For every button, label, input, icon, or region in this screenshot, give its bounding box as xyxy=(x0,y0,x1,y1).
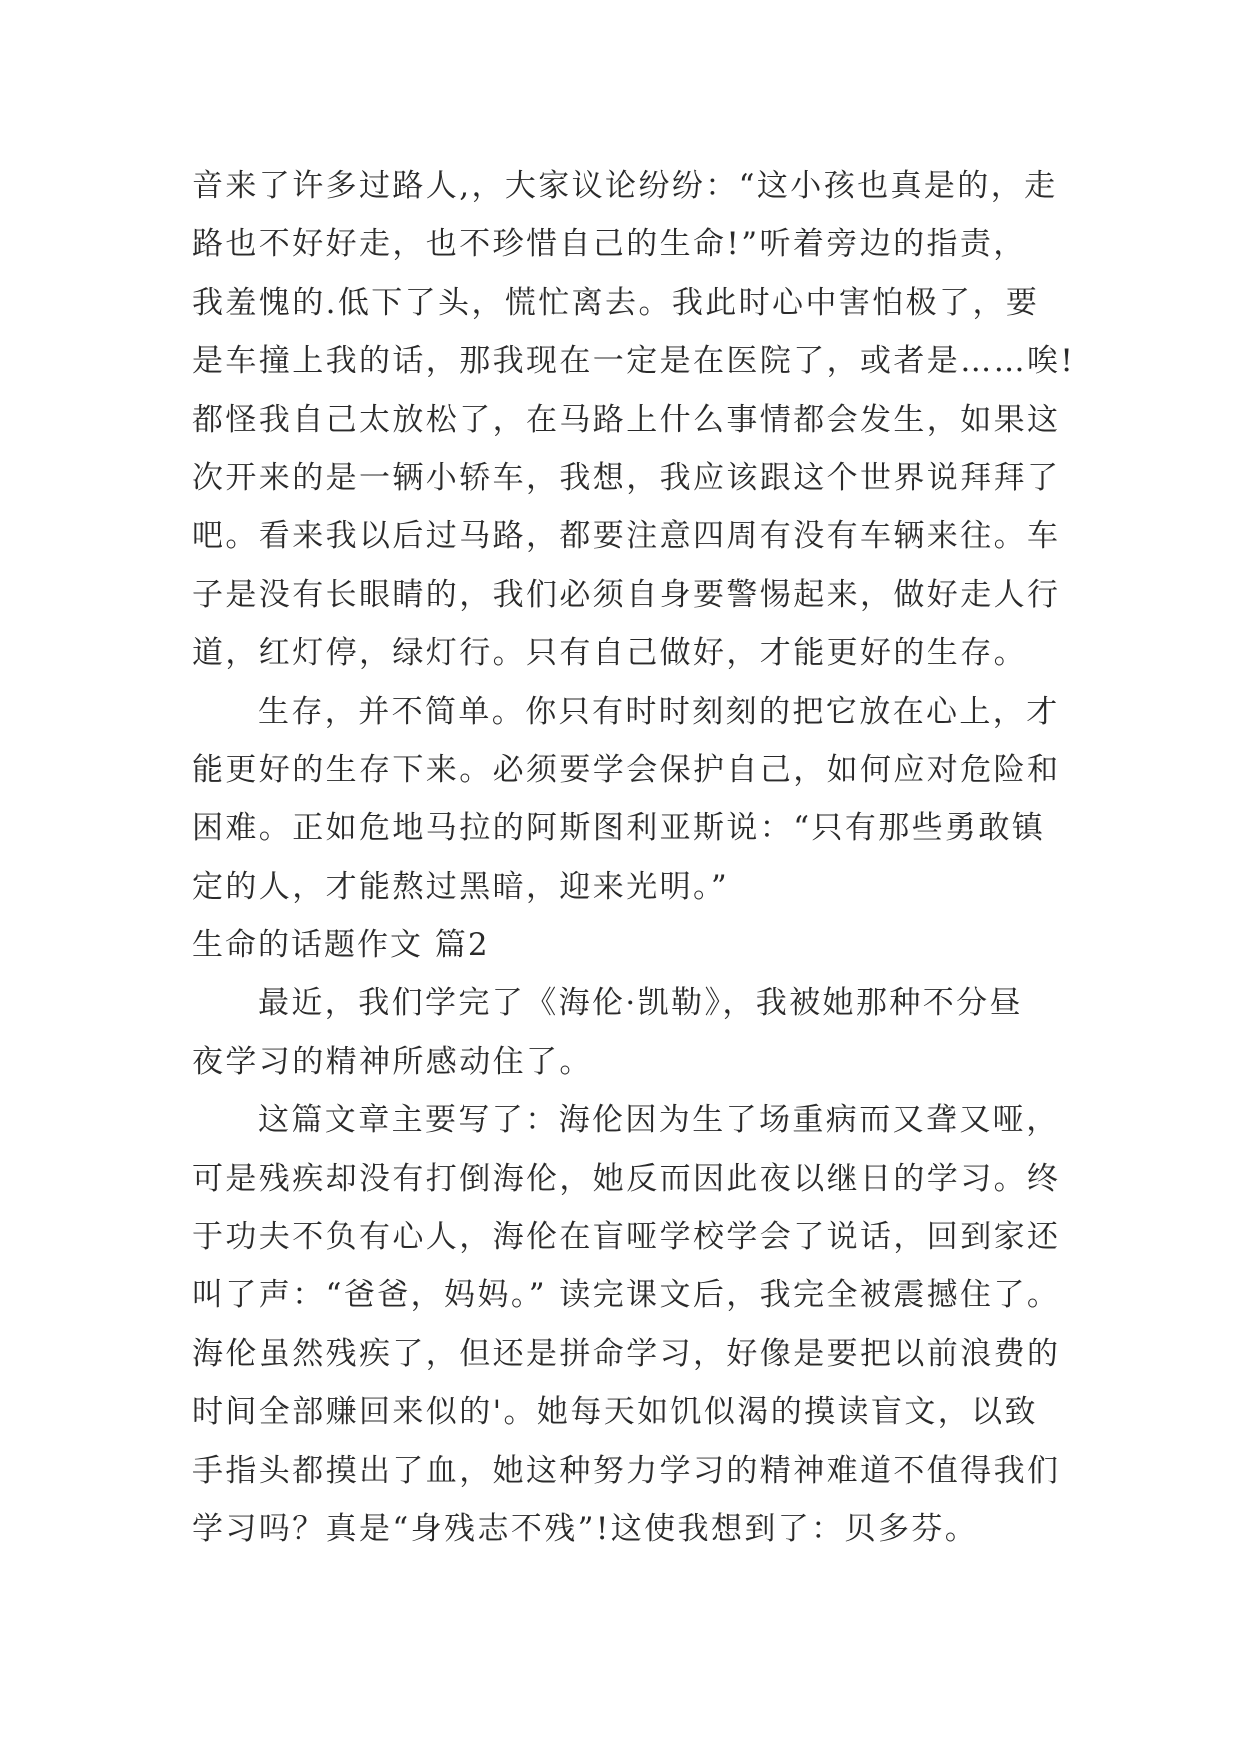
text-line: 困难。正如危地马拉的阿斯图利亚斯说：“只有那些勇敢镇 xyxy=(192,810,1046,847)
text-line: 手指头都摸出了血，她这种努力学习的精神难道不值得我们 xyxy=(192,1452,1061,1489)
text-line: 叫了声：“爸爸，妈妈。” 读完课文后，我完全被震撼住了。 xyxy=(192,1277,1061,1314)
text-line: 吧。看来我以后过马路，都要注意四周有没有车辆来往。车 xyxy=(192,518,1061,555)
text-line: 是车撞上我的话，那我现在一定是在医院了，或者是……唉! xyxy=(192,343,1076,380)
text-line: 海伦虽然残疾了，但还是拼命学习，好像是要把以前浪费的 xyxy=(192,1335,1061,1372)
text-line: 路也不好好走，也不珍惜自己的生命!”听着旁边的指责， xyxy=(192,226,1027,263)
text-line: 道，红灯停，绿灯行。只有自己做好，才能更好的生存。 xyxy=(192,635,1027,672)
paragraph-first-line: 最近，我们学完了《海伦·凯勒》，我被她那种不分昼 xyxy=(258,985,1023,1022)
text-line: 夜学习的精神所感动住了。 xyxy=(192,1043,593,1080)
text-line: 可是残疾却没有打倒海伦，她反而因此夜以继日的学习。终 xyxy=(192,1160,1061,1197)
text-line: 子是没有长眼睛的，我们必须自身要警惕起来，做好走人行 xyxy=(192,576,1061,613)
paragraph-first-line: 生存，并不简单。你只有时时刻刻的把它放在心上，才 xyxy=(258,693,1060,730)
text-line: 我羞愧的.低下了头，慌忙离去。我此时心中害怕极了，要 xyxy=(192,284,1040,321)
text-line: 时间全部赚回来似的'。她每天如饥似渴的摸读盲文，以致 xyxy=(192,1394,1038,1431)
text-line: 都怪我自己太放松了，在马路上什么事情都会发生，如果这 xyxy=(192,401,1061,438)
document-body xyxy=(192,157,1076,1558)
text-line: 定的人，才能熬过黑暗，迎来光明。” xyxy=(192,868,730,905)
text-line: 于功夫不负有心人，海伦在盲哑学校学会了说话，回到家还 xyxy=(192,1219,1061,1256)
text-line: 能更好的生存下来。必须要学会保护自己，如何应对危险和 xyxy=(192,751,1061,788)
section-heading: 生命的话题作文 篇2 xyxy=(192,927,490,964)
text-line: 音来了许多过路人,，大家议论纷纷：“这小孩也真是的，走 xyxy=(192,168,1058,204)
text-line: 次开来的是一辆小轿车，我想，我应该跟这个世界说拜拜了 xyxy=(192,459,1061,496)
paragraph-first-line: 这篇文章主要写了：海伦因为生了场重病而又聋又哑， xyxy=(258,1102,1060,1139)
text-line: 学习吗？真是“身残志不残”!这使我想到了：贝多芬。 xyxy=(192,1510,979,1547)
